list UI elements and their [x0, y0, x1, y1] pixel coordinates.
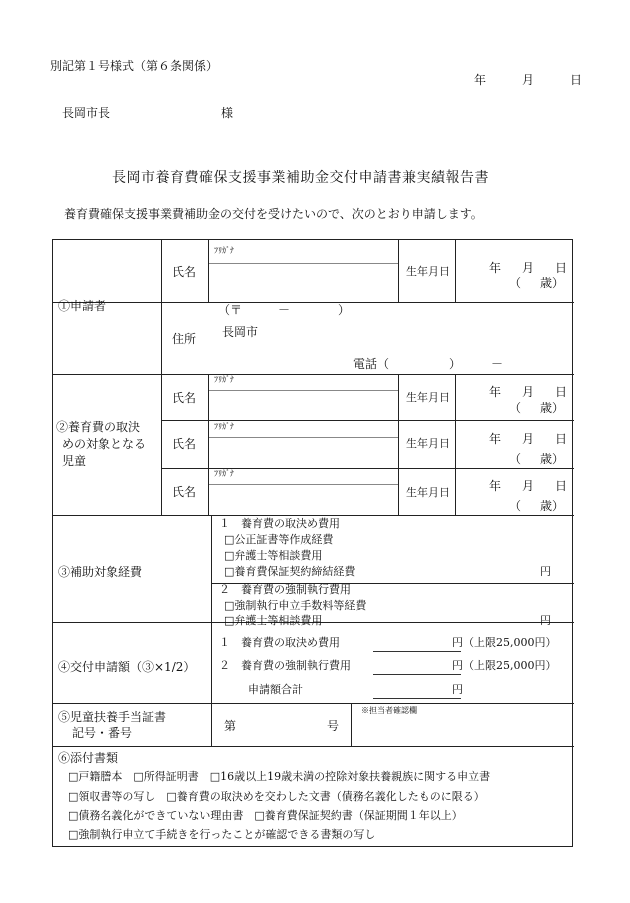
- section2-label-line3: 児童: [62, 454, 87, 468]
- amount-row2-label: ２ 養育費の強制執行費用: [219, 659, 351, 672]
- date-year: 年: [474, 73, 487, 87]
- postal-code: （〒 － ）: [218, 303, 351, 317]
- age-close: 歳）: [540, 276, 565, 290]
- certificate-number-field[interactable]: [244, 712, 324, 738]
- amount-total-field[interactable]: [373, 684, 461, 699]
- section3-label: ③補助対象経費: [58, 565, 143, 579]
- applicant-name-label: 氏名: [172, 265, 197, 279]
- amount-row2-yen: 円: [452, 659, 463, 672]
- certificate-go: 号: [327, 719, 340, 733]
- birth-year-label: 年: [489, 261, 502, 275]
- expense-group2-yen: 円: [540, 614, 551, 627]
- furigana-label: ﾌﾘｶﾞﾅ: [214, 246, 234, 255]
- child1-birthdate-label: 生年月日: [406, 391, 450, 404]
- child2-month: 月: [522, 432, 535, 446]
- section2-label-line1: ②養育費の取決: [56, 420, 141, 434]
- child1-name-label: 氏名: [172, 391, 197, 405]
- attachment-line-2[interactable]: □領収書等の写し □養育費の取決めを交わした文書（債務名義化したものに限る）: [68, 790, 485, 803]
- expense-checkbox-lawyer-1[interactable]: □弁護士等相談費用: [224, 549, 323, 562]
- birth-month-label: 月: [522, 261, 535, 275]
- staff-check-label: ※担当者確認欄: [361, 706, 417, 715]
- child3-month: 月: [522, 479, 535, 493]
- child1-furigana-label: ﾌﾘｶﾞﾅ: [214, 375, 234, 384]
- expense-group2-title: ２ 養育費の強制執行費用: [219, 583, 351, 596]
- child2-age-open: （: [509, 452, 522, 466]
- birthdate-label: 生年月日: [406, 265, 450, 278]
- section5-label-line1: ⑤児童扶養手当証書: [58, 710, 167, 724]
- child1-year: 年: [489, 385, 502, 399]
- expense-group1-yen: 円: [540, 565, 551, 578]
- certificate-dai: 第: [224, 719, 237, 733]
- attachment-line-3[interactable]: □債務名義化ができていない理由書 □養育費保証契約書（保証期間１年以上）: [68, 809, 463, 822]
- date-month: 月: [522, 73, 535, 87]
- amount-row2-limit: （上限25,000円）: [463, 659, 557, 672]
- amount-total-label: 申請額合計: [248, 683, 303, 696]
- child3-birthdate-label: 生年月日: [406, 486, 450, 499]
- address-field[interactable]: [262, 322, 562, 342]
- child1-age-open: （: [509, 401, 522, 415]
- amount-row1-field[interactable]: [373, 637, 461, 652]
- child2-year: 年: [489, 432, 502, 446]
- child2-age-close: 歳）: [540, 452, 565, 466]
- expense-checkbox-lawyer-2[interactable]: □弁護士等相談費用: [224, 614, 323, 627]
- expense-checkbox-enforcement[interactable]: □強制執行申立手数料等経費: [224, 599, 367, 612]
- expense-checkbox-notary[interactable]: □公正証書等作成経費: [224, 533, 334, 546]
- phone-label: 電話（ ） －: [353, 357, 504, 371]
- child1-month: 月: [522, 385, 535, 399]
- date-day: 日: [570, 73, 583, 87]
- child1-name-field[interactable]: [208, 390, 398, 418]
- form-number: 別記第１号様式（第６条関係）: [50, 59, 219, 73]
- address-label: 住所: [172, 332, 197, 346]
- child2-furigana-label: ﾌﾘｶﾞﾅ: [214, 422, 234, 431]
- child2-day: 日: [555, 432, 568, 446]
- child2-birthdate-label: 生年月日: [406, 437, 450, 450]
- section4-label: ④交付申請額（③×1/2）: [58, 660, 196, 674]
- amount-row1-limit: （上限25,000円）: [463, 636, 557, 649]
- child3-furigana-label: ﾌﾘｶﾞﾅ: [214, 469, 234, 478]
- amount-total-yen: 円: [452, 683, 463, 696]
- child3-name-field[interactable]: [208, 484, 398, 512]
- section6-label: ⑥添付書類: [58, 751, 119, 765]
- birth-day-label: 日: [555, 261, 568, 275]
- applicant-name-field[interactable]: [208, 263, 398, 299]
- document-title: 長岡市養育費確保支援事業補助金交付申請書兼実績報告書: [112, 170, 489, 186]
- child3-age-close: 歳）: [540, 499, 565, 513]
- amount-row1-yen: 円: [452, 636, 463, 649]
- child1-age-close: 歳）: [540, 401, 565, 415]
- child2-name-field[interactable]: [208, 437, 398, 465]
- section1-label: ①申請者: [58, 299, 107, 313]
- child3-name-label: 氏名: [172, 485, 197, 499]
- child3-year: 年: [489, 479, 502, 493]
- attachment-line-4[interactable]: □強制執行申立て手続きを行ったことが確認できる書類の写し: [68, 828, 376, 841]
- expense-group1-title: １ 養育費の取決め費用: [219, 517, 340, 530]
- amount-row1-label: １ 養育費の取決め費用: [219, 636, 340, 649]
- expense-checkbox-guarantee[interactable]: □養育費保証契約締結経費: [224, 565, 356, 578]
- child1-day: 日: [555, 385, 568, 399]
- addressee: 長岡市長: [62, 106, 111, 120]
- child2-name-label: 氏名: [172, 437, 197, 451]
- address-city: 長岡市: [222, 325, 259, 339]
- intro-text: 養育費確保支援事業費補助金の交付を受けたいので、次のとおり申請します。: [64, 207, 483, 221]
- age-open: （: [509, 276, 522, 290]
- section5-label-line2: 記号・番号: [72, 726, 133, 740]
- child3-day: 日: [555, 479, 568, 493]
- addressee-sama: 様: [221, 106, 234, 120]
- attachment-line-1[interactable]: □戸籍謄本 □所得証明書 □16歳以上19歳未満の控除対象扶養親族に関する申立書: [68, 770, 491, 783]
- child3-age-open: （: [509, 499, 522, 513]
- section2-label-line2: めの対象となる: [62, 437, 147, 451]
- amount-row2-field[interactable]: [373, 660, 461, 675]
